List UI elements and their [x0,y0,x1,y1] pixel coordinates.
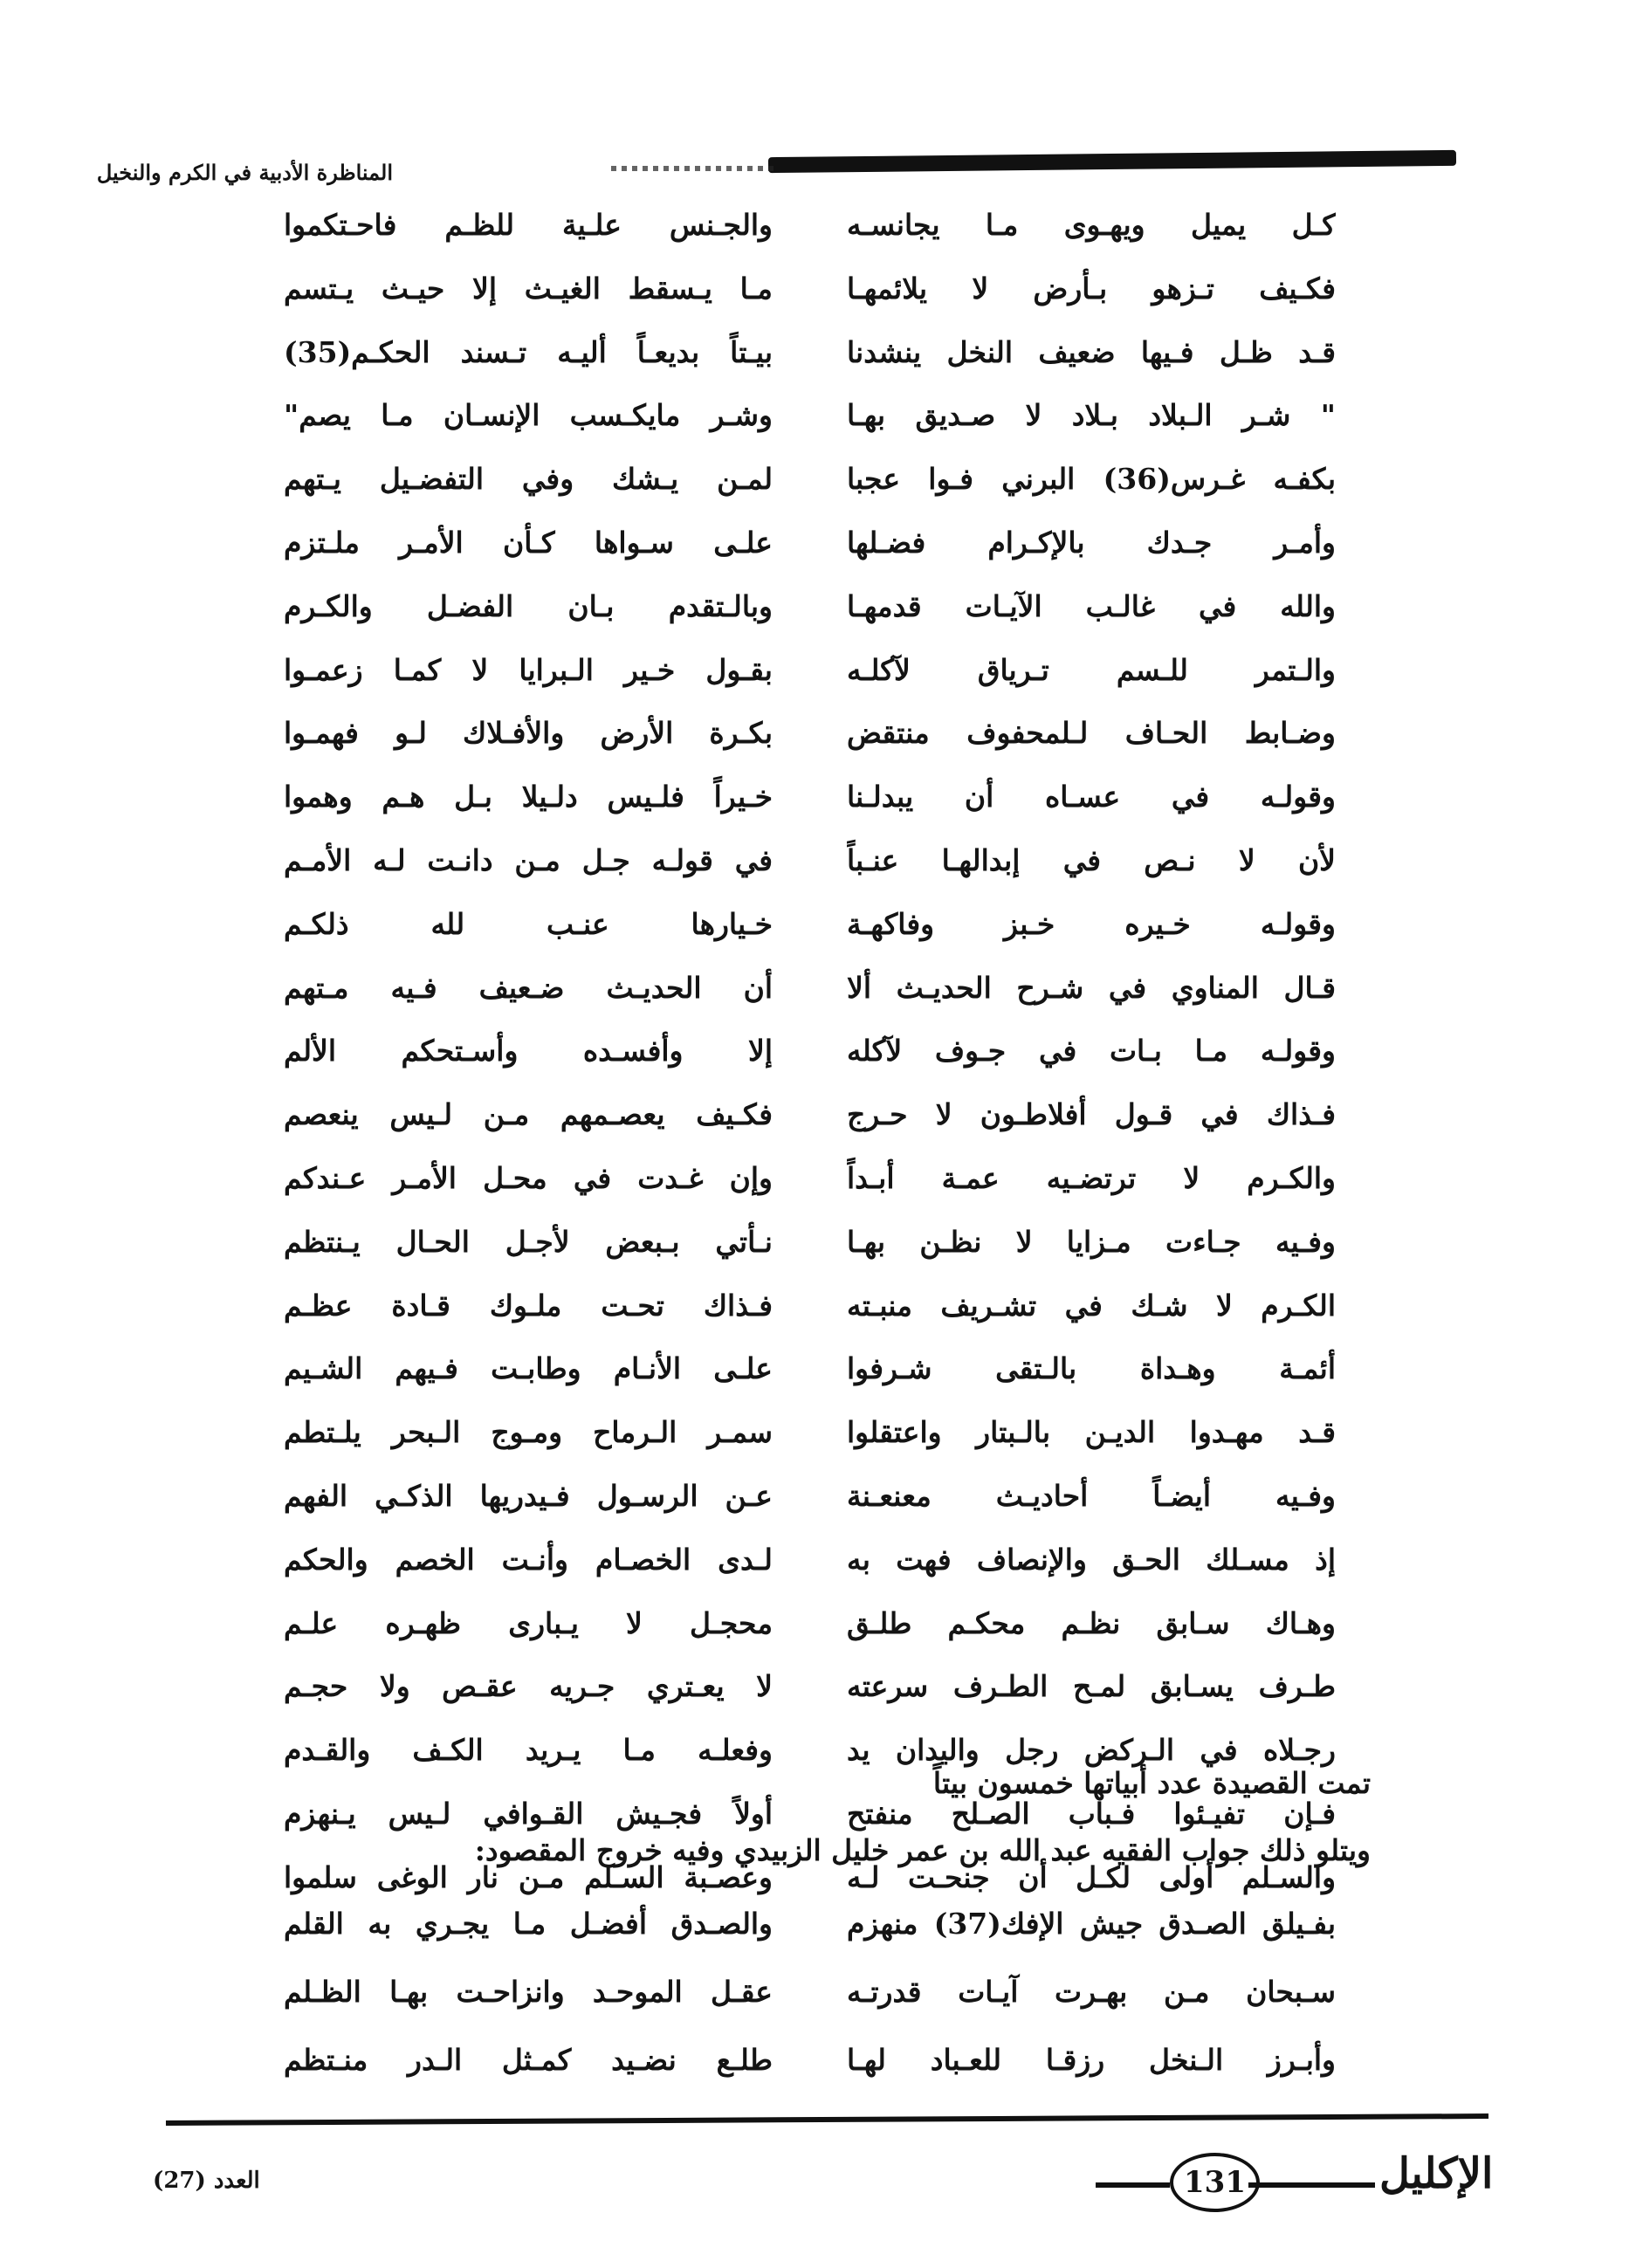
verse-right: وقولـه خـيره خـبز وفاكهـة [847,906,1336,941]
verse-left: خـيراً فلـيس دلـيلا بـل هـم وهموا [284,780,773,814]
verse-right: كـل يميل ويهـوى مـا يجانسـه [847,208,1336,242]
verse-left: علـى سـواها كـأن الأمـر ملـتزم [284,525,773,560]
verse-right: قـد ظـل فـيها ضعيف النخل ينشدنا [847,334,1336,369]
footer-dash [1248,2182,1375,2188]
verse-right: وأبـرز الـنخل رزقـا للعـباد لهـا [847,2043,1336,2077]
verse-right: " شـر الـبلاد بـلاد لا صـديق بهـا [847,398,1336,433]
verse-left: عقـل الموحـد وانزاحـت بهـا الظـلم [284,1975,773,2009]
verse-left: وشـر مايكـسب الإنسـان مـا يصم" [284,398,773,433]
verse-right: وهـاك سـابق نظـم محكـم طلـق [847,1605,1336,1640]
verse-right: والسـلم أولى لكـل أن جنحـت لـه [847,1859,1336,1894]
verse-left: وإن غـدت في محـل الأمـر عـندكم [284,1160,773,1195]
journal-logo: الإكليل [1379,2149,1494,2198]
verse-left: نـأتي بـبعض لأجـل الحـال يـنتظم [284,1224,773,1259]
verse-right: أئمـة وهـداة بالـتقى شـرفوا [847,1351,1336,1386]
verse-right: وقولـه مـا بـات في جـوف لآكله [847,1034,1336,1069]
verse-right: وفـيه جـاءت مـزايا لا نظـن بهـا [847,1224,1336,1259]
verse-left: والجـنس علـية للظـم فاحـتكموا [284,208,773,242]
page-number: 131 [1170,2153,1260,2212]
verse-right: والله في غالـب الآيـات قدمهـا [847,588,1336,623]
verse-left: أولاً فجـيش القـوافي لـيس يـنهزم [284,1796,773,1831]
issue-number: العدد (27) [153,2168,260,2194]
verse-left: وفعلـه مـا يـريد الكـف والقـدم [284,1733,773,1768]
verse-left: في قولـه جـل مـن دانـت لـه الأمـم [284,842,773,877]
verse-right: والكـرم لا ترتضـيه عمـة أبـداً [847,1160,1336,1195]
verse-left: خـيارها عنـب لله ذلكـم [284,906,773,941]
verse-right: فكـيف تـزهو بـأرض لا يلائمهـا [847,271,1336,306]
verse-left: محجـل لا يـبارى ظهـره علـم [284,1605,773,1640]
verse-right: فـذاك في قـول أفلاطـون لا حـرج [847,1097,1336,1132]
verse-left: والصـدق أفضـل مـا يجـري به القلم [284,1907,773,1941]
verse-right: لأن لا نـص في إبدالهـا عنـباً [847,842,1336,877]
verse-left: بيـتاً بديعـاً أليـه تـسند الحكـم(35) [284,334,773,369]
verse-right: إذ مسـلك الحـق والإنصاف فهت به [847,1542,1336,1577]
intro-line: ويتلو ذلك جواب الفقيه عبد الله بن عمر خليل الزبيدي وفيه خروج المقصود: [474,1833,1371,1867]
footer-dash [1096,2182,1170,2188]
poem-column-right [847,194,1336,1910]
verse-right: رجـلاه في الـركض رجل واليدان يد [847,1733,1336,1768]
verse-right: بكفـه غـرس(36) البرني فـوا عجبا [847,462,1336,497]
poem2-column-right [847,1890,1336,2094]
running-header-title: المناظرة الأدبية في الكرم والنخيل [96,160,393,185]
verse-left: فـذاك تحـت ملـوك قـادة عظـم [284,1288,773,1323]
verse-left: سمـر الـرماح ومـوج الـبحر يلـتطم [284,1415,773,1450]
verse-right: وأمـر جـدك بالإكـرام فضـلها [847,525,1336,560]
verse-right: قـال المناوي في شـرح الحديـث ألا [847,970,1336,1005]
verse-right: والـتمر للـسم تـرياق لآكلـه [847,652,1336,687]
poem-column-left [284,194,773,1910]
verse-right: بفـيلق الصـدق جيش الإفك(37) منهزم [847,1907,1336,1941]
verse-right: الكـرم لا شـك في تشـريف منبـته [847,1288,1336,1323]
verse-left: لا يعـتري جـريه عقـص ولا حجـم [284,1669,773,1704]
verse-right: سـبحان مـن بهـرت آيـات قدرتـه [847,1975,1336,2009]
verse-left: طلـع نضـيد كمـثل الـدر منـتظم [284,2043,773,2077]
verse-left: بقـول خـير الـبرايا لا كمـا زعمـوا [284,652,773,687]
verse-right: فـإن تفيـئوا فـباب الصـلح منفتح [847,1796,1336,1831]
verse-left: وعصـبة السـلم مـن نار الوغى سلموا [284,1859,773,1894]
verse-right: وفـيه أيضـاً أحاديـث معنعـنة [847,1478,1336,1513]
verse-left: عـن الرسـول فـيدريها الذكـي الفهم [284,1478,773,1513]
verse-left: إلا وأفسـده وأسـتحكم الألم [284,1034,773,1069]
verse-left: مـا يـسقط الغيـث إلا حيـث يـتسم [284,271,773,306]
poem2-column-left [284,1890,773,2094]
header-rule [768,150,1456,173]
poem-end-note: تمت القصيدة عدد أبياتها خمسون بيتاً [932,1766,1371,1800]
verse-right: قـد مهـدوا الديـن بالـبتار واعتقلوا [847,1415,1336,1450]
verse-left: بكـرة الأرض والأفـلاك لـو فهمـوا [284,716,773,751]
footer-rule [166,2113,1488,2126]
verse-left: وبالـتقدم بـان الفضـل والكـرم [284,588,773,623]
verse-right: طـرف يسـابق لمـح الطـرف سرعته [847,1669,1336,1704]
verse-left: لمـن يـشك وفي التفضـيل يـتهم [284,462,773,497]
verse-right: وقولـه في عسـاه أن يبدلـنا [847,780,1336,814]
verse-left: لـدى الخصـام وأنـت الخصم والحكم [284,1542,773,1577]
header-rule-dots [611,166,777,171]
verse-right: وضـابط الحـاف لـلمحفوف منتقض [847,716,1336,751]
verse-left: علـى الأنـام وطابـت فـيهم الشـيم [284,1351,773,1386]
verse-left: فكـيف يعصـمهم مـن لـيس ينعصم [284,1097,773,1132]
verse-left: أن الحديـث ضـعيف فـيه مـتهم [284,970,773,1005]
